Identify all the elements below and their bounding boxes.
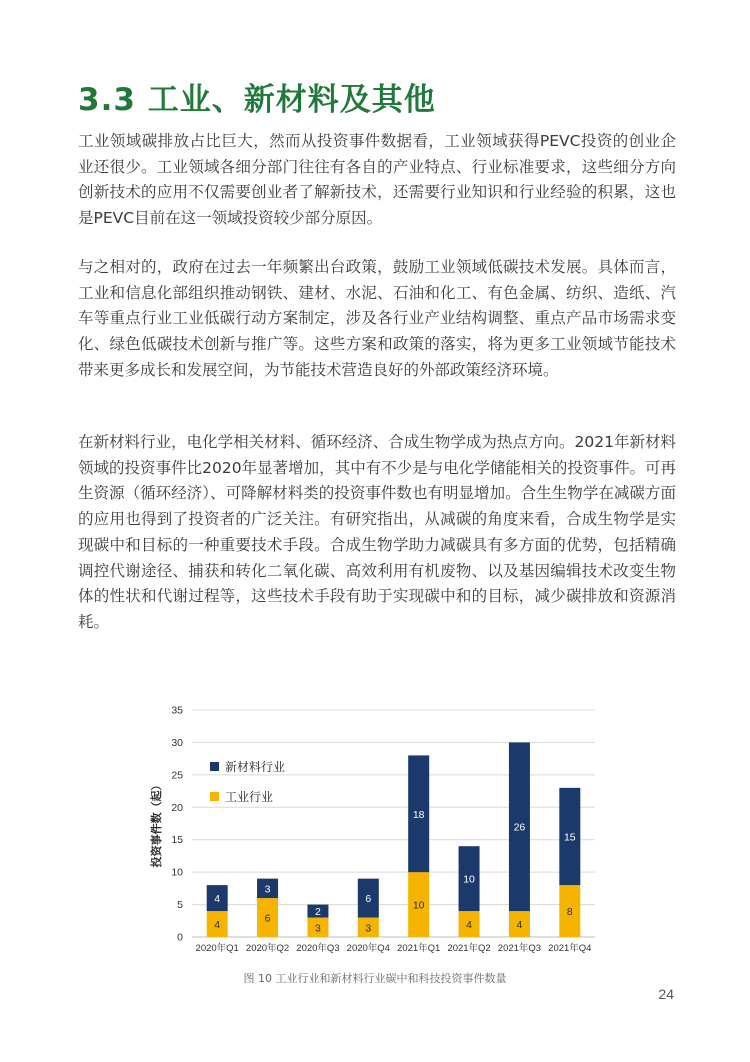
bar-value-label: 3: [365, 922, 372, 935]
legend-swatch: [210, 762, 219, 771]
bar-value-label: 2: [315, 906, 321, 919]
x-tick-label: 2020年Q4: [346, 943, 390, 954]
paragraph-new-materials: 在新材料行业，电化学相关材料、循环经济、合成生物学成为热点方向。2021年新材料领域的投资事件比2020年显著增加，其中有不少是与电化学储能相关的投资事件。可再生资源（循环经济）、可降解材料类的投资事件数也有明显增加。合生生物学在减碳方面的应用也得到了投资者的广泛关注。有研究指出，从减碳的角度来看，合成生物学是实现碳中和目标的一种重要技术手段。合成生物学助力减碳具有多方面的优势，包括精确调控代谢途径、捕获和转化二氧化碳、高效利用有机废物、以及基因编辑技术改变生物体的性状和代谢过程等，这些技术手段有助于实现碳中和的目标，减少碳排放和资源消耗。: [78, 433, 676, 631]
x-tick-label: 2021年Q3: [497, 943, 542, 954]
bar-value-label: 10: [412, 899, 425, 912]
y-tick-label: 5: [177, 899, 183, 912]
y-axis-label: 投资事件数（起）: [151, 779, 163, 868]
legend-swatch: [210, 792, 219, 801]
bar-value-label: 18: [412, 808, 425, 821]
bar-value-label: 3: [315, 922, 321, 935]
bar-value-label: 4: [516, 919, 523, 932]
x-tick-label: 2021年Q2: [447, 943, 491, 954]
bar-value-label: 8: [566, 906, 573, 919]
bar-value-label: 4: [214, 919, 221, 932]
bar-value-label: 10: [463, 873, 475, 886]
bar-value-label: 3: [264, 883, 271, 896]
y-tick-label: 20: [171, 801, 183, 814]
bar-value-label: 6: [365, 893, 372, 906]
y-tick-label: 25: [171, 769, 183, 782]
x-tick-label: 2020年Q3: [296, 943, 340, 954]
x-tick-label: 2021年Q1: [397, 943, 441, 954]
investment-bar-chart: [145, 700, 615, 962]
paragraph-policy: 与之相对的，政府在过去一年频繁出台政策，鼓励工业领域低碳技术发展。具体而言，工业和信息化部组织推动钢铁、建材、水泥、石油和化工、有色金属、纺织、造纸、汽车等重点行业工业低碳行动方案制定，涉及各行业产业结构调整、重点产品市场需求变化、绿色低碳技术创新与推广等。这些方案和政策的落实，将为更多工业领域节能技术带来更多成长和发展空间，为节能技术营造良好的外部政策经济环境。: [78, 258, 676, 379]
bar-value-label: 4: [214, 893, 221, 906]
y-tick-label: 0: [177, 931, 183, 944]
bar-value-label: 15: [563, 831, 576, 844]
y-tick-label: 15: [171, 834, 183, 847]
section-heading: 3.3 工业、新材料及其他: [78, 82, 436, 118]
figure-caption: 图 10 工业行业和新材料行业碳中和科技投资事件数量: [243, 972, 507, 985]
x-tick-label: 2020年Q2: [245, 943, 290, 954]
bar-value-label: 26: [513, 821, 526, 834]
y-tick-label: 10: [171, 866, 183, 879]
y-tick-label: 30: [171, 736, 183, 749]
page-number: 24: [658, 986, 674, 1002]
paragraph-industry: 工业领域碳排放占比巨大，然而从投资事件数据看，工业领域获得PEVC投资的创业企业还很少。工业领域各细分部门往往有各自的产业特点、行业标准要求，这些细分方向创新技术的应用不仅需要创业者了解新技术，还需要行业知识和行业经验的积累，这也是PEVC目前在这一领域投资较少部分原因。: [78, 132, 676, 228]
legend-label: 新材料行业: [225, 760, 286, 774]
bar-value-label: 6: [264, 912, 271, 925]
bar-value-label: 4: [466, 919, 472, 932]
y-tick-label: 35: [171, 704, 183, 717]
legend-label: 工业行业: [225, 790, 274, 804]
x-tick-label: 2021年Q4: [548, 943, 592, 954]
x-tick-label: 2020年Q1: [195, 943, 239, 954]
